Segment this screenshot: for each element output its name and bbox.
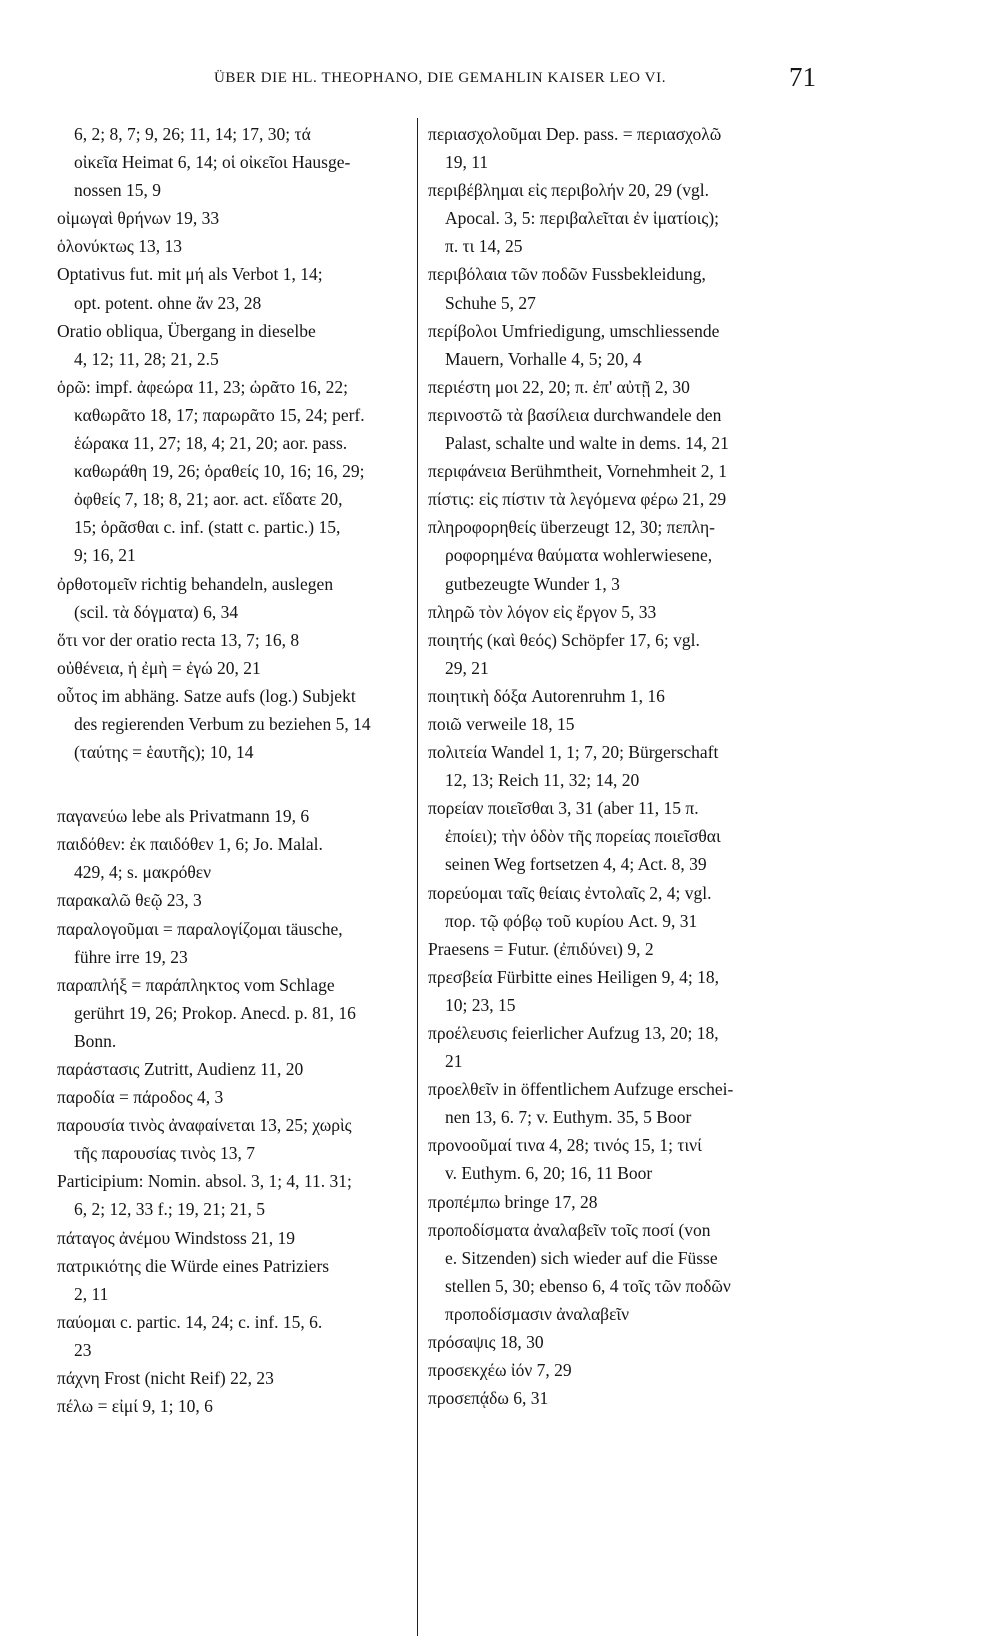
index-entry-continuation: 6, 2; 12, 33 f.; 19, 21; 21, 5 xyxy=(74,1199,266,1220)
index-entry-line: προέλευσις feierlicher Aufzug 13, 20; 18, xyxy=(428,1023,719,1043)
index-column-left xyxy=(57,120,412,1420)
index-entry-line: πληροφορηθείς überzeugt 12, 30; πεπλη- xyxy=(428,517,715,538)
index-entry-continuation: 23 xyxy=(74,1339,92,1360)
index-entry-continuation: gerührt 19, 26; Prokop. Anecd. p. 81, 16 xyxy=(74,1002,356,1023)
index-entry-continuation: e. Sitzenden) sich wieder auf die Füsse xyxy=(445,1247,718,1268)
index-entry-continuation: 21 xyxy=(445,1051,463,1072)
index-entry-line: πατρικιότης die Würde eines Patriziers xyxy=(57,1255,330,1276)
index-entry-continuation: seinen Weg fortsetzen 4, 4; Act. 8, 39 xyxy=(445,854,707,875)
index-entry-continuation: 429, 4; s. μακρόθεν xyxy=(74,862,212,883)
index-entry-continuation: Apocal. 3, 5: περιβαλεῖται ἐν ἱματίοις); xyxy=(445,208,720,229)
index-entry-line: παροδία = πάροδος 4, 3 xyxy=(57,1087,224,1108)
index-entry-line: πέλω = εἰμί 9, 1; 10, 6 xyxy=(57,1396,213,1417)
index-entry-line: Optativus fut. mit μή als Verbot 1, 14; xyxy=(57,264,323,285)
index-entry-line: ὅτι vor der oratio recta 13, 7; 16, 8 xyxy=(57,629,300,650)
index-entry-line: Oratio obliqua, Übergang in dieselbe xyxy=(57,320,316,341)
index-entry-continuation: 10; 23, 15 xyxy=(445,994,516,1015)
page-number: 71 xyxy=(789,62,816,92)
index-entry-continuation: ἐποίει); τὴν ὁδὸν τῆς πορείας ποιεῖσθαι xyxy=(445,826,721,847)
index-entry-line: παράστασις Zutritt, Audienz 11, 20 xyxy=(57,1059,304,1079)
index-entry-line: πάχνη Frost (nicht Reif) 22, 23 xyxy=(57,1368,274,1389)
index-entry-line: περιβέβλημαι εἰς περιβολήν 20, 29 (vgl. xyxy=(428,180,709,201)
index-entry-continuation: προποδίσμασιν ἀναλαβεῖν xyxy=(445,1303,630,1324)
index-entry-line: ὀρθοτομεῖν richtig behandeln, auslegen xyxy=(57,573,334,594)
index-entry-line: περίβολοι Umfriedigung, umschliessende xyxy=(428,320,720,341)
index-entry-line: προσεπᾴδω 6, 31 xyxy=(428,1388,549,1409)
index-entry-continuation: (scil. τὰ δόγματα) 6, 34 xyxy=(74,601,239,622)
running-head: ÜBER DIE HL. THEOPHANO, DIE GEMAHLIN KAISER LEO VI. xyxy=(213,70,667,86)
index-entry-continuation: 15; ὁρᾶσθαι c. inf. (statt c. partic.) 15, xyxy=(74,517,341,538)
index-entry-continuation: ροφορημένα θαύματα wohlerwiesene, xyxy=(445,545,713,566)
index-entry-line: οἰμωγαὶ θρήνων 19, 33 xyxy=(57,208,220,229)
index-entry-continuation: π. τι 14, 25 xyxy=(445,236,523,257)
index-entry-continuation: 9; 16, 21 xyxy=(74,545,136,566)
index-entry-continuation: πορ. τῷ φόβῳ τοῦ κυρίου Act. 9, 31 xyxy=(445,910,698,931)
index-entry-line: πορείαν ποιεῖσθαι 3, 31 (aber 11, 15 π. xyxy=(428,798,699,819)
index-entry-line: προσεκχέω ἰόν 7, 29 xyxy=(428,1360,572,1381)
index-entry-continuation: Schuhe 5, 27 xyxy=(445,292,536,313)
index-entry-line: πολιτεία Wandel 1, 1; 7, 20; Bürgerschaft xyxy=(428,742,719,763)
index-entry-line: ποιῶ verweile 18, 15 xyxy=(428,713,575,734)
index-entry-line: ὁλονύκτως 13, 13 xyxy=(57,236,182,257)
index-entry-continuation: 19, 11 xyxy=(445,152,489,173)
index-entry-continuation: gutbezeugte Wunder 1, 3 xyxy=(445,573,620,594)
index-entry-continuation: τῆς παρουσίας τινὸς 13, 7 xyxy=(74,1143,255,1164)
index-entry-continuation: Mauern, Vorhalle 4, 5; 20, 4 xyxy=(445,348,642,369)
index-entry-continuation: 29, 21 xyxy=(445,657,489,678)
index-entry-line: πάταγος ἀνέμου Windstoss 21, 19 xyxy=(57,1227,295,1248)
index-entry-continuation: opt. potent. ohne ἄν 23, 28 xyxy=(74,292,262,313)
index-entry-line: πρόσαψις 18, 30 xyxy=(428,1332,544,1353)
index-entry-continuation: nen 13, 6. 7; v. Euthym. 35, 5 Boor xyxy=(445,1107,692,1128)
index-entry-line: πληρῶ τὸν λόγον εἰς ἔργον 5, 33 xyxy=(428,601,657,622)
index-entry-continuation: Palast, schalte und walte in dems. 14, 21 xyxy=(445,433,729,454)
index-entry-continuation: des regierenden Verbum zu beziehen 5, 14 xyxy=(74,713,371,734)
index-entry-continuation: 4, 12; 11, 28; 21, 2.5 xyxy=(74,348,219,369)
index-entry-line: οὗτος im abhäng. Satze aufs (log.) Subjekt xyxy=(57,685,356,706)
index-entry-continuation: v. Euthym. 6, 20; 16, 11 Boor xyxy=(445,1163,653,1184)
index-entry-line: Praesens = Futur. (ἐπιδύνει) 9, 2 xyxy=(428,938,654,959)
index-entry-line: πίστις: εἰς πίστιν τὰ λεγόμενα φέρω 21, 29 xyxy=(428,489,727,510)
index-entry-continuation: führe irre 19, 23 xyxy=(74,946,188,967)
index-entry-continuation: 12, 13; Reich 11, 32; 14, 20 xyxy=(445,770,640,791)
index-entry-line: περιβόλαια τῶν ποδῶν Fussbekleidung, xyxy=(428,264,706,285)
index-entry-line: ὁρῶ: impf. ἀφεώρα 11, 23; ὡρᾶτο 16, 22; xyxy=(57,376,348,397)
index-entry-line: οὐθένεια, ἡ ἐμὴ = ἐγώ 20, 21 xyxy=(57,657,261,678)
index-entry-line: παραπλήξ = παράπληκτος vom Schlage xyxy=(57,974,335,995)
index-entry-line: παρουσία τινὸς ἀναφαίνεται 13, 25; χωρὶς xyxy=(57,1115,352,1136)
index-entry-line: ποιητικὴ δόξα Autorenruhm 1, 16 xyxy=(428,685,665,706)
index-entry-continuation: 2, 11 xyxy=(74,1283,109,1304)
index-entry-continuation: stellen 5, 30; ebenso 6, 4 τοῖς τῶν ποδῶν xyxy=(445,1275,731,1296)
index-entry-continuation: Bonn. xyxy=(74,1030,117,1051)
index-entry-line: ποιητής (καὶ θεός) Schöpfer 17, 6; vgl. xyxy=(428,629,700,650)
index-entry-continuation: 6, 2; 8, 7; 9, 26; 11, 14; 17, 30; τά xyxy=(74,124,311,144)
index-entry-line: προνοοῦμαί τινα 4, 28; τινός 15, 1; τινί xyxy=(428,1135,702,1156)
index-entry-line: περιασχολοῦμαι Dep. pass. = περιασχολῶ xyxy=(428,124,722,144)
index-entry-line: παρακαλῶ θεῷ 23, 3 xyxy=(57,890,202,911)
index-entry-line: παιδόθεν: ἐκ παιδόθεν 1, 6; Jo. Malal. xyxy=(57,834,323,855)
index-entry-continuation: καθωρᾶτο 18, 17; παρωρᾶτο 15, 24; perf. xyxy=(74,404,365,425)
index-entry-continuation: οἰκεῖα Heimat 6, 14; οἱ οἰκεῖοι Hausge- xyxy=(74,152,351,173)
column-divider xyxy=(417,118,418,1636)
index-entry-line: προελθεῖν in öffentlichem Aufzuge erschei- xyxy=(428,1079,734,1100)
index-entry-continuation: (ταύτης = ἑαυτῆς); 10, 14 xyxy=(74,742,254,763)
index-entry-line: προποδίσματα ἀναλαβεῖν τοῖς ποσί (von xyxy=(428,1219,711,1240)
index-entry-line: παγανεύω lebe als Privatmann 19, 6 xyxy=(57,806,310,827)
entry-gap xyxy=(57,766,412,802)
index-entry-line: περιφάνεια Berühmtheit, Vornehmheit 2, 1 xyxy=(428,461,728,482)
index-column-right xyxy=(428,120,794,1412)
index-entry-line: παραλογοῦμαι = παραλογίζομαι täusche, xyxy=(57,918,343,939)
index-entry-continuation: ἑώρακα 11, 27; 18, 4; 21, 20; aor. pass. xyxy=(74,433,348,454)
index-entry-line: περινοστῶ τὰ βασίλεια durchwandele den xyxy=(428,404,722,425)
index-entry-continuation: καθωράθη 19, 26; ὁραθείς 10, 16; 16, 29; xyxy=(74,461,365,482)
index-entry-line: πρεσβεία Fürbitte eines Heiligen 9, 4; 18, xyxy=(428,966,719,987)
index-entry-continuation: nossen 15, 9 xyxy=(74,180,162,201)
index-entry-line: παύομαι c. partic. 14, 24; c. inf. 15, 6. xyxy=(57,1311,323,1332)
index-entry-line: πορεύομαι ταῖς θείαις ἐντολαῖς 2, 4; vgl. xyxy=(428,882,712,903)
index-entry-continuation: ὀφθείς 7, 18; 8, 21; aor. act. εἴδατε 20, xyxy=(74,489,343,510)
index-entry-line: περιέστη μοι 22, 20; π. ἐπ' αὐτῇ 2, 30 xyxy=(428,376,690,397)
index-entry-line: Participium: Nomin. absol. 3, 1; 4, 11. 31; xyxy=(57,1171,352,1192)
index-entry-line: προπέμπω bringe 17, 28 xyxy=(428,1191,598,1212)
